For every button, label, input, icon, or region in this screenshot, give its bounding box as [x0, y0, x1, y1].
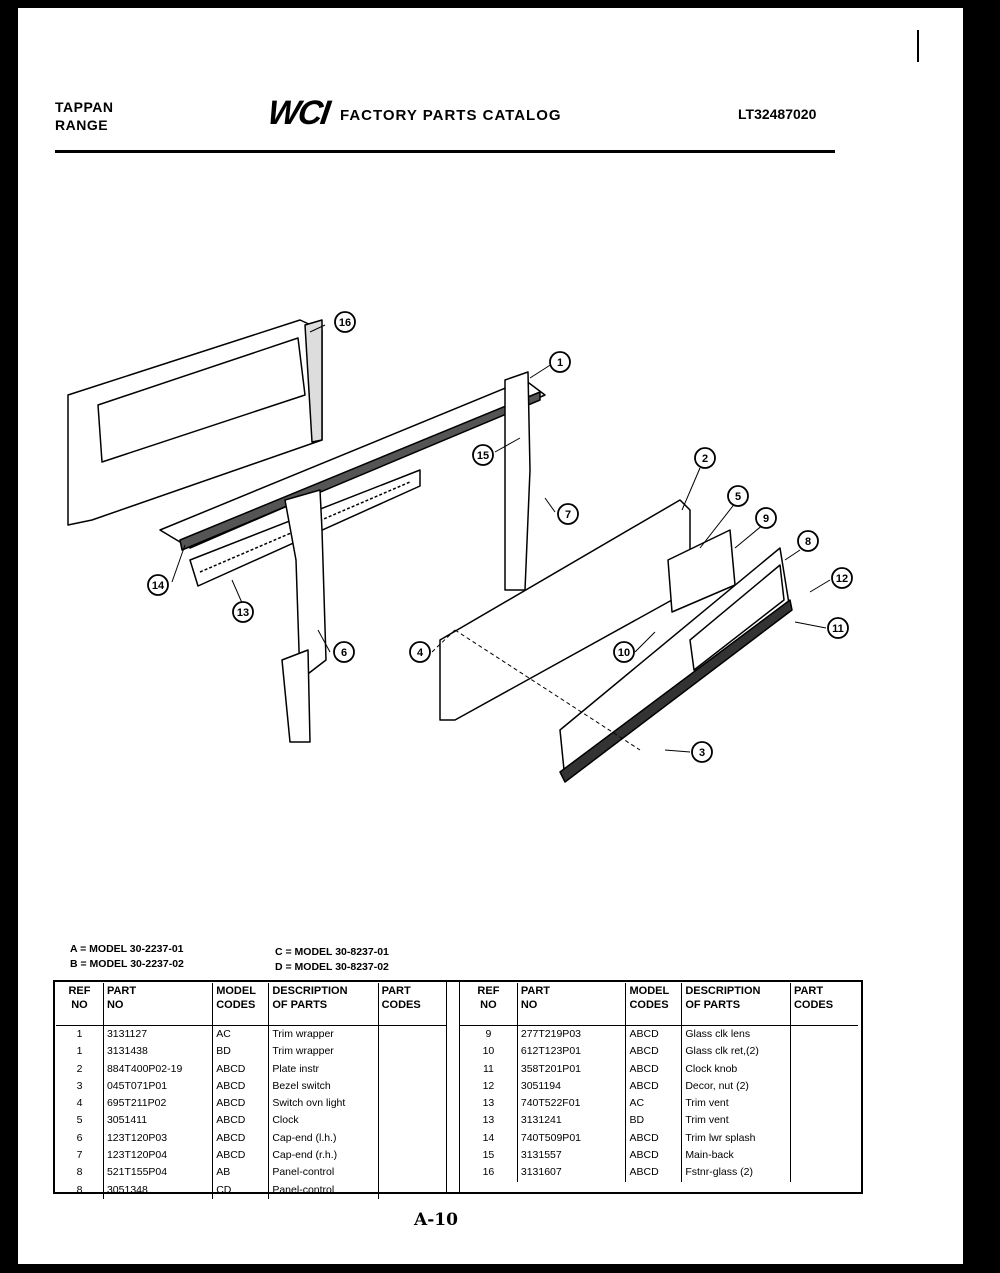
ref-no-cell: 5: [76, 1114, 83, 1127]
part-no-cell: 045T071P01: [103, 1078, 212, 1095]
col-part-codes: PART CODES: [378, 983, 446, 1026]
description-cell: Fstnr-glass (2): [682, 1164, 791, 1181]
model-d: D = MODEL 30-8237-02: [275, 961, 389, 973]
svg-text:4: 4: [416, 647, 424, 659]
callout-9: [756, 508, 776, 528]
part-codes-cell: [378, 1095, 446, 1112]
callout-7: [558, 504, 578, 524]
svg-text:8: 8: [804, 536, 812, 548]
ref-no-cell: 1: [76, 1045, 83, 1058]
part-no-cell: 695T211P02: [103, 1095, 212, 1112]
ref-no-cell: 8: [76, 1183, 83, 1196]
part-no-cell: 521T155P04: [103, 1164, 212, 1181]
catalog-title: FACTORY PARTS CATALOG: [340, 107, 562, 124]
callout-8: [798, 531, 818, 551]
col-model-codes: MODEL CODES: [626, 983, 682, 1026]
page-number: A-10: [414, 1210, 458, 1230]
table-row: [56, 1182, 446, 1199]
part-no-cell: 740T522F01: [517, 1095, 626, 1112]
part-codes-cell: [378, 1147, 446, 1164]
ref-no-cell: 3: [76, 1079, 83, 1092]
part-no-cell: 3051348: [103, 1182, 212, 1199]
svg-text:2: 2: [701, 453, 709, 465]
callout-3: [692, 742, 712, 762]
model-codes-cell: ABCD: [626, 1147, 682, 1164]
model-codes-cell: ABCD: [213, 1112, 269, 1129]
part-no-cell: 740T509P01: [517, 1130, 626, 1147]
description-cell: Decor, nut (2): [682, 1078, 791, 1095]
table-row: [56, 1026, 446, 1044]
parts-table-left: [56, 983, 446, 1199]
description-cell: Glass clk ret,(2): [682, 1043, 791, 1060]
callout-10: [614, 642, 634, 662]
part-codes-cell: [378, 1182, 446, 1199]
description-cell: Panel-control: [269, 1182, 378, 1199]
callout-2: [695, 448, 715, 468]
svg-text:12: 12: [835, 573, 849, 585]
ref-no-cell: 7: [76, 1149, 83, 1162]
brand-line-1: TAPPAN: [55, 99, 114, 115]
svg-text:1: 1: [556, 357, 564, 369]
part-codes-cell: [790, 1112, 858, 1129]
description-cell: Bezel switch: [269, 1078, 378, 1095]
ref-no-cell: 10: [482, 1045, 495, 1058]
trim-wrapper-right-part: [505, 372, 530, 590]
table-row: [56, 1095, 446, 1112]
table-row: [460, 1130, 858, 1147]
callout-13: [233, 602, 253, 622]
description-cell: Cap-end (r.h.): [269, 1147, 378, 1164]
description-cell: Clock: [269, 1112, 378, 1129]
part-codes-cell: [790, 1130, 858, 1147]
part-codes-cell: [790, 1147, 858, 1164]
svg-text:11: 11: [832, 623, 844, 635]
catalog-number: LT32487020: [738, 106, 817, 122]
part-no-cell: 3131438: [103, 1043, 212, 1060]
ref-no-cell: 13: [482, 1097, 495, 1110]
model-codes-cell: ABCD: [626, 1043, 682, 1060]
ref-no-cell: 2: [76, 1062, 83, 1075]
part-no-cell: 3131607: [517, 1164, 626, 1181]
table-row: [460, 1043, 858, 1060]
brand-line-2: RANGE: [55, 117, 109, 133]
table-row: [56, 1112, 446, 1129]
callout-4: [410, 642, 430, 662]
model-codes-cell: ABCD: [213, 1061, 269, 1078]
ref-no-cell: 14: [482, 1131, 495, 1144]
col-description: DESCRIPTION OF PARTS: [269, 983, 378, 1026]
part-codes-cell: [378, 1112, 446, 1129]
model-codes-cell: CD: [213, 1182, 269, 1199]
col-part-codes: PART CODES: [790, 983, 858, 1026]
svg-text:6: 6: [340, 647, 348, 659]
table-row: [56, 1078, 446, 1095]
callout-15: [473, 445, 493, 465]
model-codes-cell: BD: [213, 1043, 269, 1060]
table-row: [460, 1061, 858, 1078]
description-cell: Trim wrapper: [269, 1026, 378, 1044]
description-cell: Trim lwr splash: [682, 1130, 791, 1147]
table-row: [56, 1061, 446, 1078]
table-header-row: [56, 983, 446, 1026]
description-cell: Cap-end (l.h.): [269, 1130, 378, 1147]
part-no-cell: 612T123P01: [517, 1043, 626, 1060]
part-codes-cell: [378, 1130, 446, 1147]
model-codes-cell: BD: [626, 1112, 682, 1129]
svg-text:7: 7: [564, 509, 572, 521]
description-cell: Trim vent: [682, 1095, 791, 1112]
svg-text:10: 10: [617, 647, 631, 659]
table-row: [56, 1147, 446, 1164]
part-codes-cell: [790, 1095, 858, 1112]
callout-6: [334, 642, 354, 662]
callout-12: [832, 568, 852, 588]
svg-text:16: 16: [338, 317, 352, 329]
model-codes-cell: ABCD: [626, 1078, 682, 1095]
table-row: [56, 1130, 446, 1147]
model-codes-cell: ABCD: [626, 1130, 682, 1147]
part-codes-cell: [790, 1026, 858, 1044]
model-b: B = MODEL 30-2237-02: [70, 958, 184, 970]
table-row: [460, 1112, 858, 1129]
part-no-cell: 3131127: [103, 1026, 212, 1044]
description-cell: Trim vent: [682, 1112, 791, 1129]
description-cell: Glass clk lens: [682, 1026, 791, 1044]
ref-no-cell: 1: [76, 1028, 83, 1040]
model-codes-cell: ABCD: [213, 1130, 269, 1147]
part-codes-cell: [790, 1078, 858, 1095]
part-codes-cell: [790, 1043, 858, 1060]
ref-no-cell: 16: [482, 1166, 495, 1179]
ref-no-cell: 8: [76, 1166, 83, 1179]
callout-1: [550, 352, 570, 372]
table-row: [460, 1095, 858, 1112]
col-ref-no: REF NO: [460, 983, 517, 1026]
ref-no-cell: 13: [482, 1114, 495, 1127]
table-row: [460, 1147, 858, 1164]
part-no-cell: 277T219P03: [517, 1026, 626, 1044]
svg-text:13: 13: [236, 607, 250, 619]
callout-5: [728, 486, 748, 506]
model-codes-cell: AC: [213, 1026, 269, 1044]
table-row: [56, 1164, 446, 1181]
model-codes-cell: ABCD: [213, 1078, 269, 1095]
part-no-cell: 3131241: [517, 1112, 626, 1129]
part-codes-cell: [378, 1164, 446, 1181]
part-codes-cell: [378, 1061, 446, 1078]
part-codes-cell: [790, 1061, 858, 1078]
ref-no-cell: 15: [482, 1149, 495, 1162]
callout-11: [828, 618, 848, 638]
svg-text:15: 15: [476, 450, 490, 462]
table-row: [460, 1026, 858, 1044]
svg-text:14: 14: [151, 580, 165, 592]
part-no-cell: 3131557: [517, 1147, 626, 1164]
ref-no-cell: 4: [76, 1097, 83, 1110]
model-codes-cell: AC: [626, 1095, 682, 1112]
col-model-codes: MODEL CODES: [213, 983, 269, 1026]
ref-no-cell: 12: [482, 1079, 495, 1092]
model-codes-cell: ABCD: [213, 1095, 269, 1112]
part-no-cell: 123T120P03: [103, 1130, 212, 1147]
part-no-cell: 884T400P02-19: [103, 1061, 212, 1078]
part-no-cell: 3051411: [103, 1112, 212, 1129]
callout-14: [148, 575, 168, 595]
ref-no-cell: 9: [485, 1028, 492, 1040]
part-codes-cell: [378, 1043, 446, 1060]
table-header-row: [460, 983, 858, 1026]
description-cell: Clock knob: [682, 1061, 791, 1078]
wci-logo: WCI: [265, 94, 331, 132]
table-row: [460, 1164, 858, 1181]
part-codes-cell: [378, 1078, 446, 1095]
model-c: C = MODEL 30-8237-01: [275, 946, 389, 958]
description-cell: Main-back: [682, 1147, 791, 1164]
col-part-no: PART NO: [517, 983, 626, 1026]
col-ref-no: REF NO: [56, 983, 103, 1026]
ref-no-cell: 6: [76, 1131, 83, 1144]
description-cell: Trim wrapper: [269, 1043, 378, 1060]
callout-16: [335, 312, 355, 332]
model-codes-cell: AB: [213, 1164, 269, 1181]
model-codes-cell: ABCD: [626, 1061, 682, 1078]
part-no-cell: 358T201P01: [517, 1061, 626, 1078]
description-cell: Switch ovn light: [269, 1095, 378, 1112]
model-codes-cell: ABCD: [626, 1026, 682, 1044]
table-row: [56, 1043, 446, 1060]
ref-no-cell: 11: [482, 1062, 494, 1075]
svg-text:9: 9: [762, 513, 770, 525]
table-row: [460, 1078, 858, 1095]
parts-table-right: [460, 983, 858, 1182]
table-split-divider: [446, 982, 460, 1192]
svg-text:5: 5: [734, 491, 742, 503]
model-a: A = MODEL 30-2237-01: [70, 943, 184, 955]
model-codes-cell: ABCD: [626, 1164, 682, 1181]
col-part-no: PART NO: [103, 983, 212, 1026]
model-codes-cell: ABCD: [213, 1147, 269, 1164]
svg-text:3: 3: [698, 747, 706, 759]
part-no-cell: 3051194: [517, 1078, 626, 1095]
part-no-cell: 123T120P04: [103, 1147, 212, 1164]
description-cell: Plate instr: [269, 1061, 378, 1078]
description-cell: Panel-control: [269, 1164, 378, 1181]
part-codes-cell: [790, 1164, 858, 1181]
part-codes-cell: [378, 1026, 446, 1044]
col-description: DESCRIPTION OF PARTS: [682, 983, 791, 1026]
